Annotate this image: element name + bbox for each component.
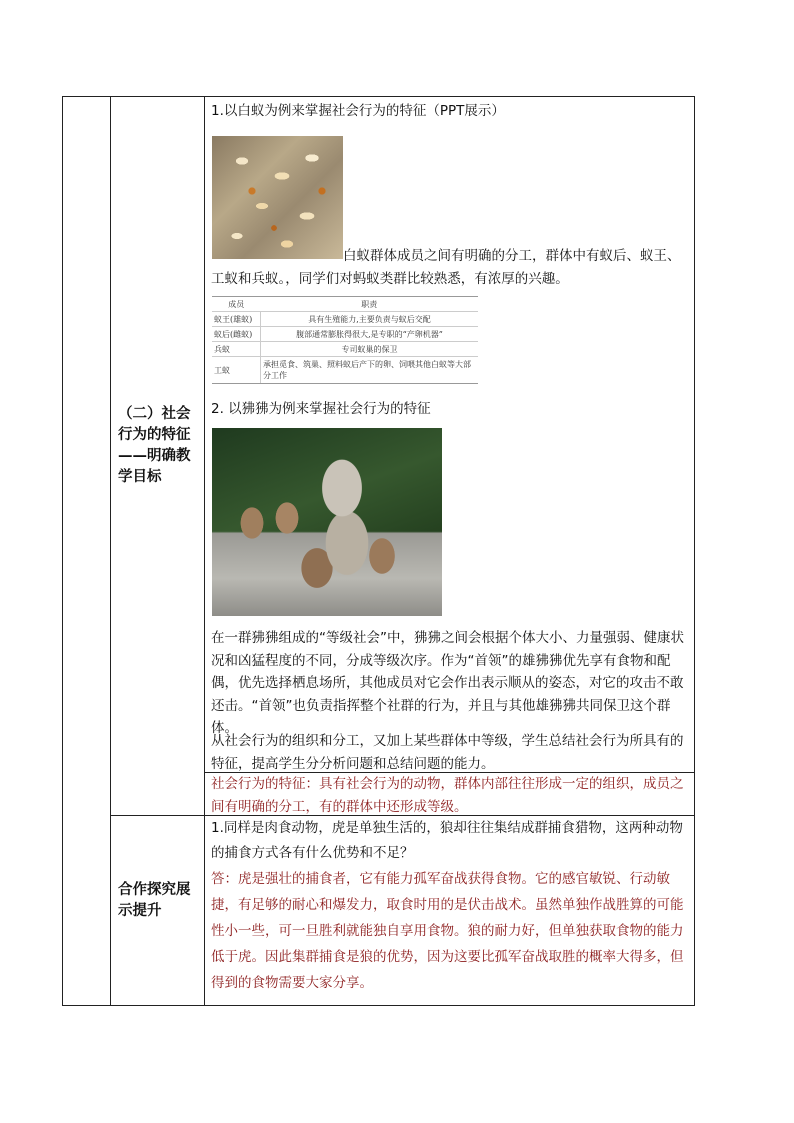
baboon-photo — [212, 428, 442, 616]
duty-table — [212, 296, 478, 384]
column-divider-2 — [204, 96, 205, 1006]
table-row: 蚁后(雌蚁) 腹部通常膨胀得很大,是专职的“产卵机器” — [212, 327, 478, 342]
table-row: 蚁王(雄蚁) 具有生殖能力,主要负责与蚁后交配 — [212, 312, 478, 327]
feature-text: 社会行为的特征：具有社会行为的动物，群体内部往往形成一定的组织，成员之间有明确的分工，有的群体中还形成等级。 — [211, 776, 684, 815]
termite-photo — [212, 136, 343, 259]
item1-text: 白蚁群体成员之间有明确的分工，群体中有蚁后、蚁王、工蚁和兵蚁。，同学们对蚂蚁类群比较熟悉，有浓厚的兴趣。 — [211, 248, 681, 287]
table-row: 兵蚁 专司蚁巢的保卫 — [212, 342, 478, 357]
column-divider-1 — [110, 96, 111, 1006]
question-text: 1.同样是肉食动物，虎是单独生活的，狼却往往集结成群捕食猎物，这两种动物的捕食方式各有什么优势和不足？ — [211, 820, 683, 861]
answer-text: 答：虎是强壮的捕食者，它有能力孤军奋战获得食物。它的感官敏锐、行动敏捷，有足够的耐心和爆发力，取食时用的是伏击战术。虽然单独作战胜算的可能性小一些，可一旦胜利就能独自享用食物。狼的耐力好，但单独获取食物的能力低于虎。因此集群捕食是狼的优势，因为这要比孤军奋战取胜的概率大得多，但得到的食物需要大家分享。 — [211, 871, 684, 991]
duty-header-member: 成员 — [212, 297, 261, 312]
table-row: 工蚁 承担觅食、筑巢、照料蚁后产下的卵、饲喂其他白蚁等大部分工作 — [212, 357, 478, 384]
section-three-label: 合作探究展示提升 — [118, 882, 191, 919]
section-two-label: （二）社会行为的特征——明确教学目标 — [118, 406, 191, 485]
item1-title: 1.以白蚁为例来掌握社会行为的特征（PPT展示） — [211, 103, 505, 119]
duty-header-duty: 职责 — [261, 297, 479, 312]
item2-title: 2. 以狒狒为例来掌握社会行为的特征 — [211, 401, 431, 417]
summary-text: 从社会行为的组织和分工，又加上某些群体中等级，学生总结社会行为所具有的特征，提高学生分分析问题和总结问题的能力。 — [211, 733, 684, 772]
item2-text: 在一群狒狒组成的“等级社会”中，狒狒之间会根据个体大小、力量强弱、健康状况和凶猛程度的不同，分成等级次序。作为“首领”的雄狒狒优先享有食物和配偶，优先选择栖息场所，其他成员对它会作出表示顺从的姿态，对它的攻击不敢还击。“首领”也负责指挥整个社群的行为，并且与其他雄狒狒共同保卫这个群体。 — [211, 630, 684, 736]
